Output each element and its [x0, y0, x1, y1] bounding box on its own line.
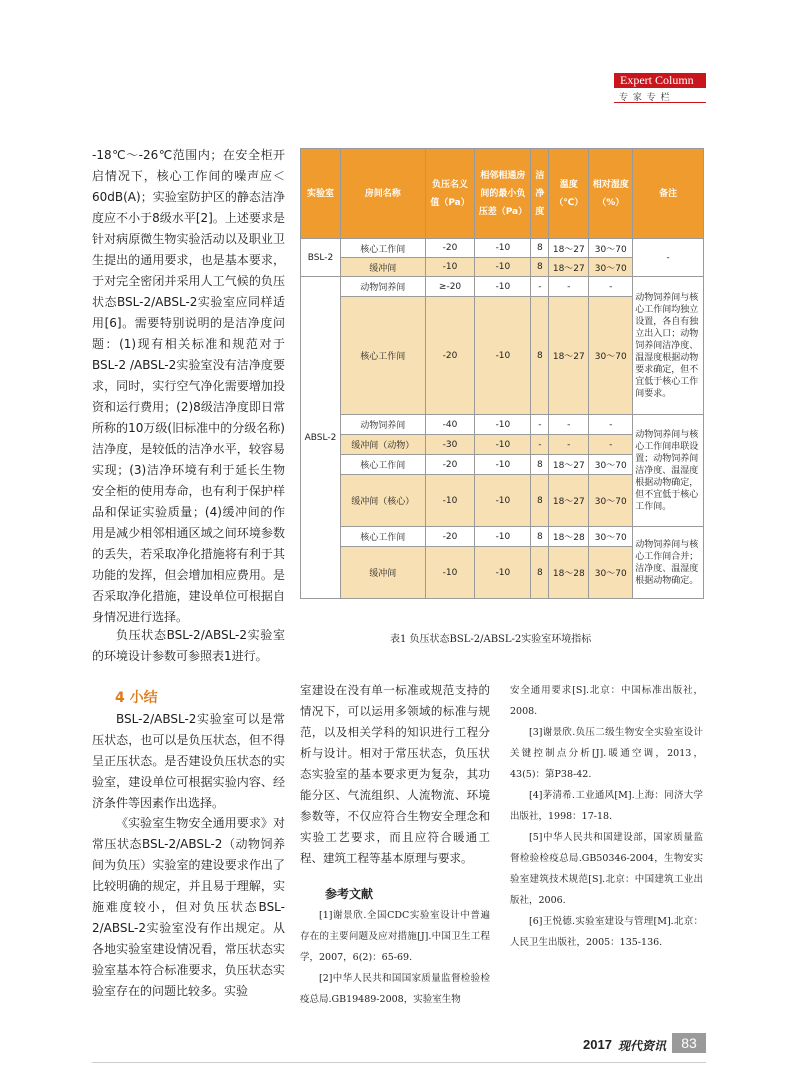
cell: 缓冲间	[340, 547, 425, 599]
cell: 缓冲间（核心）	[340, 475, 425, 527]
header-clean: 洁净度	[531, 149, 549, 239]
cell: -	[549, 277, 589, 297]
cell: -	[531, 435, 549, 455]
body-paragraph-2: 负压状态BSL-2/ABSL-2实验室的环境设计参数可参照表1进行。	[92, 628, 285, 663]
cell: -10	[425, 475, 475, 527]
cell: 8	[531, 475, 549, 527]
environment-table	[300, 148, 704, 599]
cell: 缓冲间（动物）	[340, 435, 425, 455]
cell: 30～70	[589, 258, 633, 277]
cell: -	[549, 415, 589, 435]
page-number: 83	[672, 1033, 706, 1053]
cell: -10	[475, 297, 531, 415]
cell: 18～27	[549, 475, 589, 527]
footer-rule	[92, 1062, 706, 1063]
cell: 18～28	[549, 547, 589, 599]
section-heading: 4 小结	[115, 690, 158, 706]
footer-year: 2017	[583, 1037, 612, 1052]
cell: -	[589, 415, 633, 435]
cell: 核心工作间	[340, 455, 425, 475]
references-title: 参考文献	[325, 887, 374, 901]
reference-item: [6]王悦德.实验室建设与管理[M].北京：人民卫生出版社，2005：135-136.	[510, 916, 703, 948]
cell: 18～27	[549, 239, 589, 258]
cell: -20	[425, 455, 475, 475]
cell: -10	[475, 435, 531, 455]
cell: 30～70	[589, 297, 633, 415]
reference-item: [2]中华人民共和国国家质量监督检验检疫总局.GB19489-2008，实验室生物	[300, 973, 490, 1005]
cell: 8	[531, 547, 549, 599]
header-pressure: 负压名义值（Pa）	[425, 149, 475, 239]
header-room: 房间名称	[340, 149, 425, 239]
cell: 缓冲间	[340, 258, 425, 277]
cell: 8	[531, 297, 549, 415]
cell: -10	[475, 277, 531, 297]
reference-list-middle	[300, 905, 490, 1010]
cell: 30～70	[589, 239, 633, 258]
reference-item: 安全通用要求[S].北京：中国标准出版社，2008.	[510, 685, 703, 717]
note-3: 动物饲养间与核心工作间合并；洁净度、温湿度根据动物确定。	[633, 527, 704, 599]
cell: 8	[531, 455, 549, 475]
cell: 8	[531, 239, 549, 258]
note-bsl: -	[633, 239, 704, 277]
cell: -10	[475, 455, 531, 475]
cell: 18～28	[549, 527, 589, 547]
header-rule	[614, 102, 706, 103]
cell: -40	[425, 415, 475, 435]
reference-item: [3]谢景欣.负压二级生物安全实验室设计关键控制点分析[J].暖通空调，2013，43(5)：第P38-42.	[510, 727, 703, 780]
cell: -10	[475, 475, 531, 527]
cell: ≥-20	[425, 277, 475, 297]
cell: 30～70	[589, 547, 633, 599]
cell: 动物饲养间	[340, 415, 425, 435]
header-note: 备注	[633, 149, 704, 239]
cell: -20	[425, 297, 475, 415]
cell: -10	[475, 239, 531, 258]
cell: 18～27	[549, 258, 589, 277]
cell: 30～70	[589, 475, 633, 527]
cell: 核心工作间	[340, 297, 425, 415]
note-2: 动物饲养间与核心工作间串联设置；动物饲养间洁净度、温湿度根据动物确定，但不宜低于核心工作间。	[633, 415, 704, 527]
cell: -10	[475, 527, 531, 547]
reference-list-right	[510, 680, 703, 953]
cell: -20	[425, 527, 475, 547]
column-subtitle: 专 家 专 栏	[619, 93, 671, 103]
cell: -	[589, 435, 633, 455]
body-paragraph-1: -18℃～-26℃范围内；在安全柜开启情况下，核心工作间的噪声应＜60dB(A)；实验室防护区的静态洁净度应不小于8级水平[2]。上述要求是针对病原微生物实验活动以及职业卫生提出的通用要求，也是基本要求，于对完全密闭并采用人工气候的负压状态BSL-2/ABSL-2实验室应同样适用[6]。需要特别说明的是洁净度问题：(1)现有相关标准和规范对于BSL-2 /ABSL-2实验室没有洁净度要求，同时，实行空气净化需要增加投资和运行费用；(2)8级洁净度即日常所称的10万级(旧标准中的分级名称)洁净度，是较低的洁净水平，较容易实现；(3)洁净环境有利于延长生物安全柜的使用寿命，也有利于保护样品和保证实验质量；(4)缓冲间的作用是减少相邻相通区域之间环境参数的丢失，若采取净化措施将有利于其功能的发挥，但会增加相应费用。是否采取净化措施，建设单位可根据自身情况进行选择。	[92, 148, 285, 624]
cell: -30	[425, 435, 475, 455]
cell: 核心工作间	[340, 527, 425, 547]
cell: -10	[425, 547, 475, 599]
cell: -	[549, 435, 589, 455]
cell: 18～27	[549, 455, 589, 475]
header-lab: 实验室	[301, 149, 341, 239]
cell: -10	[475, 258, 531, 277]
reference-item: [1]谢景欣.全国CDC实验室设计中普遍存在的主要问题及应对措施[J].中国卫生工程学，2007，6(2)：65-69.	[300, 910, 490, 963]
cell: -	[531, 415, 549, 435]
note-1: 动物饲养间与核心工作间均独立设置，各自有独立出入口；动物饲养间洁净度、温湿度根据动物要求确定，但不宜低于核心工作间要求。	[633, 277, 704, 415]
group-absl: ABSL-2	[301, 277, 341, 599]
cell: -	[589, 277, 633, 297]
cell: -20	[425, 239, 475, 258]
cell: 8	[531, 527, 549, 547]
cell: 18～27	[549, 297, 589, 415]
cell: 30～70	[589, 455, 633, 475]
table-caption: 表1 负压状态BSL-2/ABSL-2实验室环境指标	[390, 634, 592, 645]
header-temp: 温度（℃）	[549, 149, 589, 239]
header-humidity: 相对湿度（%）	[589, 149, 633, 239]
cell: 8	[531, 258, 549, 277]
cell: -	[531, 277, 549, 297]
summary-paragraph-2: 《实验室生物安全通用要求》对常压状态BSL-2/ABSL-2（动物饲养间为负压）实验室的建设要求作出了比较明确的规定，并且易于理解，实施难度较小，但对负压状态BSL-2/ABSL-2实验室没有作出规定。从各地实验室建设情况看，常压状态实验室基本符合标准要求，负压状态实验室存在的问题比较多。实验	[92, 816, 285, 998]
cell: 动物饲养间	[340, 277, 425, 297]
cell: 核心工作间	[340, 239, 425, 258]
cell: 30～70	[589, 527, 633, 547]
body-paragraph-3: 室建设在没有单一标准或规范支持的情况下，可以运用多领域的标准与规范，以及相关学科的知识进行工程分析与设计。相对于常压状态，负压状态实验室的基本要求更为复杂，其功能分区、气流组织、人流物流、环境参数等，不仅应符合生物安全理念和实验工艺要求，而且应符合暖通工程、建筑工程等基本原理与要求。	[300, 683, 490, 865]
reference-item: [4]茅清希.工业通风[M].上海：同济大学出版社，1998：17-18.	[510, 790, 703, 822]
column-badge: Expert Column	[614, 73, 706, 88]
summary-paragraph-1: BSL-2/ABSL-2实验室可以是常压状态，也可以是负压状态，但不得呈正压状态。是否建设负压状态的实验室，建设单位可根据实验内容、经济条件等因素作出选择。	[92, 712, 285, 810]
cell: -10	[475, 415, 531, 435]
group-bsl: BSL-2	[301, 239, 341, 277]
header-diff: 相邻相通房间的最小负压差（Pa）	[475, 149, 531, 239]
reference-item: [5]中华人民共和国建设部，国家质量监督检验检疫总局.GB50346-2004，生物安实验室建筑技术规范[S].北京：中国建筑工业出版社，2006.	[510, 832, 703, 906]
cell: -10	[475, 547, 531, 599]
footer-magazine: 现代资讯	[618, 1039, 667, 1053]
cell: -10	[425, 258, 475, 277]
